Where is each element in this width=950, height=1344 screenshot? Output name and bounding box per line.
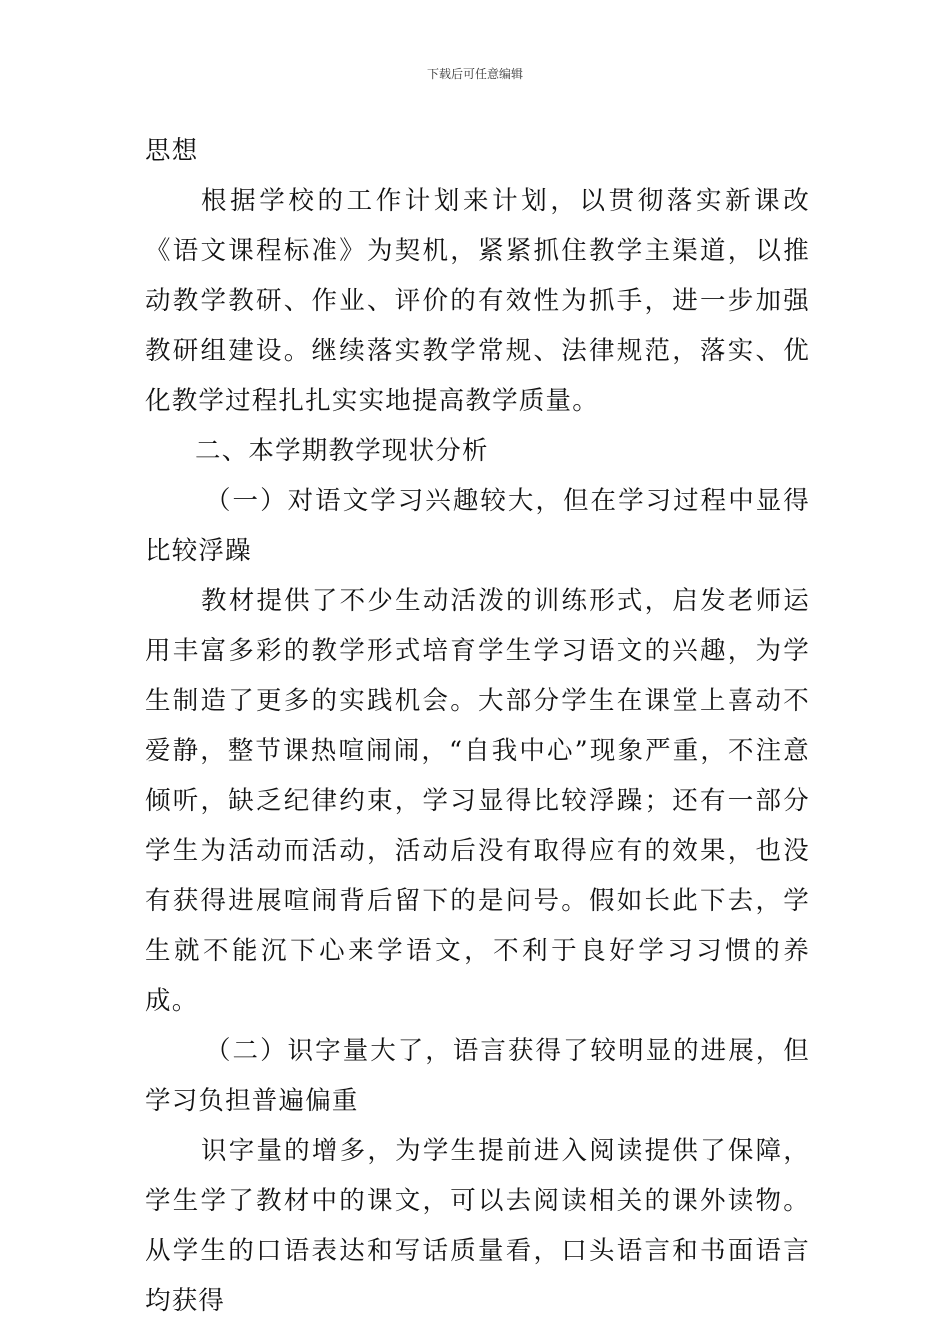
subheading-one: （一）对语文学习兴趣较大，但在学习过程中显得比较浮躁 — [145, 486, 810, 566]
subheading-two: （二）识字量大了，语言获得了较明显的进展，但学习负担普遍偏重 — [145, 1036, 810, 1116]
paragraph-guiding-thought: 根据学校的工作计划来计划，以贯彻落实新课改《语文课程标准》为契机，紧紧抓住教学主渠道，以推动教学教研、作业、评价的有效性为抓手，进一步加强教研组建设。继续落实教学常规、法律规范，落实、优化教学过程扎扎实实地提高教学质量。 — [145, 186, 810, 416]
paragraph-fragment: 思想 — [145, 136, 199, 166]
page-header: 下载后可任意编辑 — [426, 67, 523, 81]
paragraph-interest: 教材提供了不少生动活泼的训练形式，启发老师运用丰富多彩的教学形式培育学生学习语文的兴趣，为学生制造了更多的实践机会。大部分学生在课堂上喜动不爱静，整节课热喧闹闹，“自我中心”现象严重，不注意倾听，缺乏纪律约束，学习显得比较浮躁；还有一部分学生为活动而活动，活动后没有取得应有的效果，也没有获得进展喧闹背后留下的是问号。假如长此下去，学生就不能沉下心来学语文，不利于良好学习习惯的养成。 — [145, 586, 810, 1016]
section-heading-analysis: 二、本学期教学现状分析 — [195, 436, 489, 466]
paragraph-literacy: 识字量的增多，为学生提前进入阅读提供了保障，学生学了教材中的课文，可以去阅读相关的课外读物。从学生的口语表达和写话质量看，口头语言和书面语言均获得 — [145, 1136, 810, 1316]
document-body — [145, 126, 810, 1326]
